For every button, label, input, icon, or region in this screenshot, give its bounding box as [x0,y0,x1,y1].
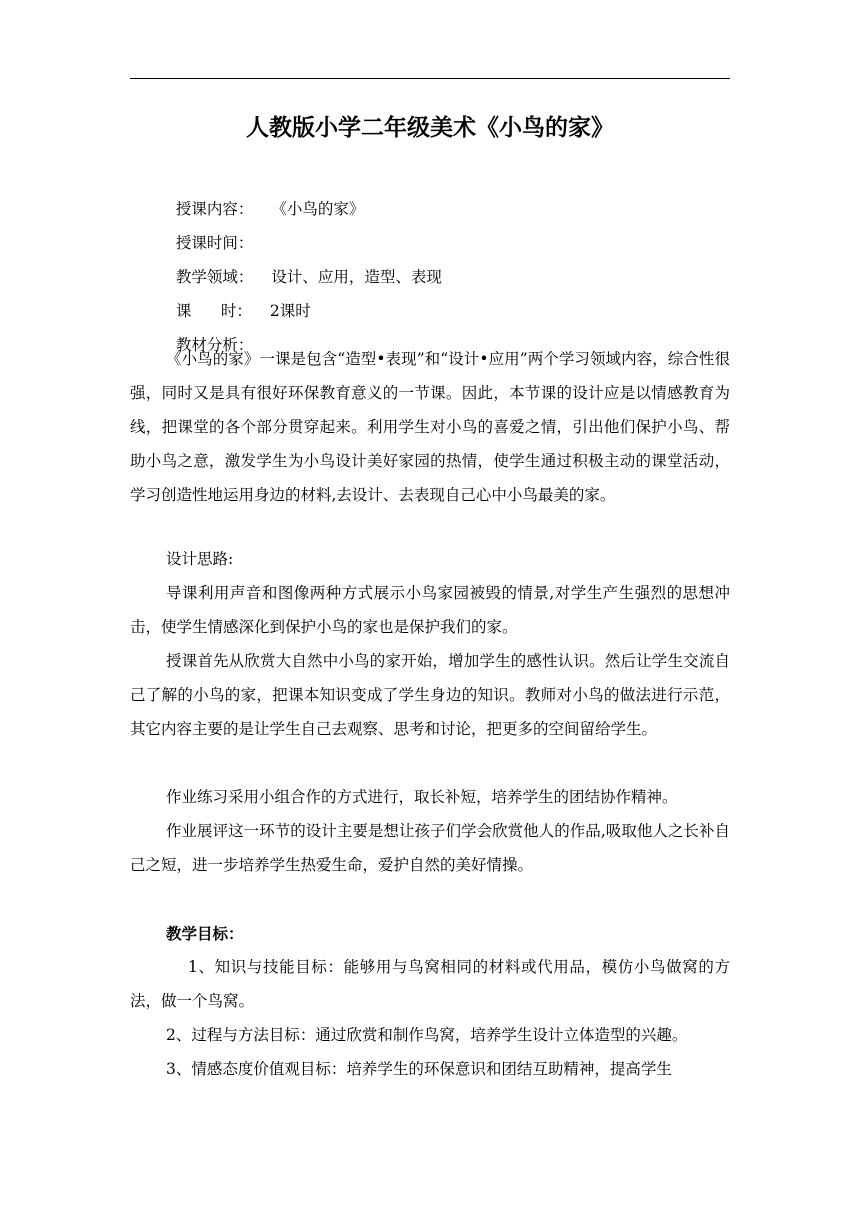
field-content-value: 《小鸟的家》 [271,200,365,218]
design-paragraph: 作业练习采用小组合作的方式进行，取长补短，培养学生的团结协作精神。 [166,788,678,806]
analysis-paragraph: 《小鸟的家》一课是包含“造型•表现”和“设计•应用”两个学习领域内容，综合性很强，同时又是具有很好环保教育意义的一节课。因此，本节课的设计应是以情感教育为线，把课堂的各个部分贯穿起来。利用学生对小鸟的喜爱之情，引出他们保护小鸟、帮助小鸟之意，激发学生为小鸟设计美好家园的热情，使学生通过积极主动的课堂活动， 学习创造性地运用身边的材料,去设计、去表现自己心中小鸟最美的家。 [130,350,730,504]
design-label: 设计思路: [166,550,234,568]
page-title: 人教版小学二年级美术《小鸟的家》 [246,114,614,141]
field-domain-label: 教学领域： [175,268,254,286]
field-domain-value: 设计、应用，造型、表现 [271,268,442,286]
goal-item: 2、过程与方法目标：通过欣赏和制作鸟窝，培养学生设计立体造型的兴趣。 [166,1026,688,1044]
design-paragraph: 导课利用声音和图像两种方式展示小鸟家园被毁的情景,对学生产生强烈的思想冲击，使学生情感深化到保护小鸟的家也是保护我们的家。 [130,584,730,636]
field-time-label: 授课时间： [175,234,254,252]
goal-item: 3、情感态度价值观目标：培养学生的环保意识和团结互助精神，提高学生 [166,1060,672,1078]
design-paragraph: 作业展评这一环节的设计主要是想让孩子们学会欣赏他人的作品,吸取他人之长补自己之短，进一步培养学生热爱生命，爱护自然的美好情操。 [130,822,730,874]
design-paragraph: 授课首先从欣赏大自然中小鸟的家开始，增加学生的感性认识。然后让学生交流自己了解的小鸟的家，把课本知识变成了学生身边的知识。教师对小鸟的做法进行示范，其它内容主要的是让学生自己去观察、思考和讨论，把更多的空间留给学生。 [130,652,730,738]
field-hours-label: 课 时： [175,302,252,320]
field-hours-value: 2课时 [269,302,311,320]
field-content-label: 授课内容： [175,200,254,218]
field-analysis-label: 教材分析： [175,336,254,354]
goals-heading: 教学目标： [166,924,244,943]
header-rule [130,78,730,79]
goal-item: 1、知识与技能目标：能够用与鸟窝相同的材料或代用品，模仿小鸟做窝的方法，做一个鸟窝。 [130,958,730,1010]
